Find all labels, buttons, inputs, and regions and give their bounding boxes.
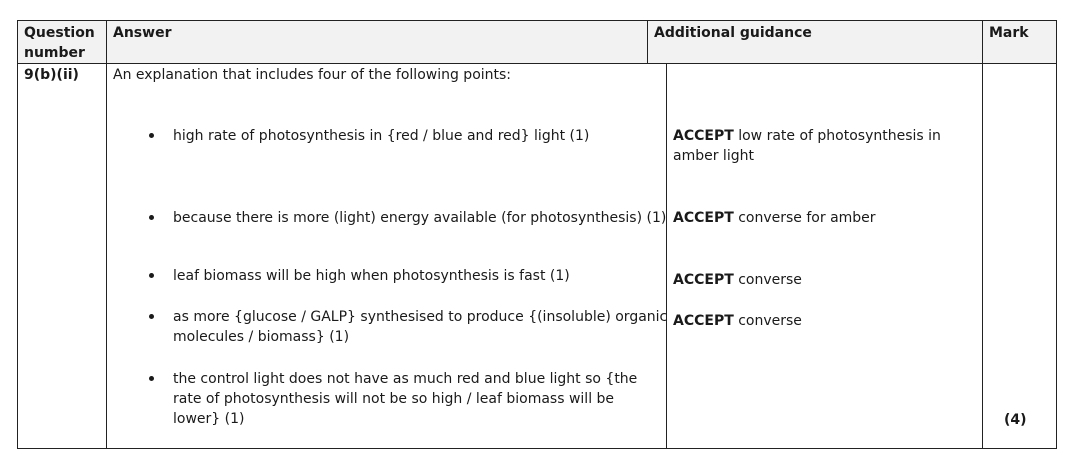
table-border-left — [17, 20, 18, 449]
table-border-right — [1056, 20, 1057, 449]
bullet-icon — [149, 376, 154, 381]
column-divider-mark — [982, 20, 983, 449]
answer-point-5-line3: lower} (1) — [173, 411, 245, 427]
accept-keyword: ACCEPT — [673, 210, 734, 226]
bullet-icon — [149, 314, 154, 319]
question-number: 9(b)(ii) — [24, 67, 79, 83]
guidance-text: converse for amber — [733, 210, 876, 226]
table-border-top — [17, 20, 1057, 21]
column-divider-guidance-body — [666, 63, 667, 449]
header-additional-guidance: Additional guidance — [654, 25, 812, 41]
header-question-number-line2: number — [24, 45, 85, 61]
bullet-icon — [149, 273, 154, 278]
guidance-3 — [673, 270, 802, 290]
answer-point-1: high rate of photosynthesis in {red / blue and red} light (1) — [173, 128, 590, 144]
guidance-text: converse — [733, 313, 802, 329]
guidance-4 — [673, 311, 802, 331]
column-divider-answer — [106, 20, 107, 449]
answer-point-3: leaf biomass will be high when photosynthesis is fast (1) — [173, 268, 570, 284]
answer-point-5-line1: the control light does not have as much red and blue light so {the — [173, 371, 638, 387]
header-divider — [17, 63, 1057, 64]
answer-point-2: because there is more (light) energy available (for photosynthesis) (1) — [173, 210, 667, 226]
column-divider-guidance-header — [647, 20, 648, 64]
bullet-icon — [149, 133, 154, 138]
header-question-number-line1: Question — [24, 25, 95, 41]
bullet-icon — [149, 215, 154, 220]
accept-keyword: ACCEPT — [673, 272, 734, 288]
table-border-bottom — [17, 448, 1057, 449]
guidance-1-line2: amber light — [673, 148, 754, 164]
answer-point-5-line2: rate of photosynthesis will not be so high / leaf biomass will be — [173, 391, 615, 407]
guidance-text: low rate of photosynthesis in — [733, 128, 941, 144]
answer-point-4-line2: molecules / biomass} (1) — [173, 329, 350, 345]
header-mark: Mark — [989, 25, 1029, 41]
guidance-1-line1 — [673, 126, 941, 146]
guidance-text: converse — [733, 272, 802, 288]
answer-point-4-line1: as more {glucose / GALP} synthesised to produce {(insoluble) organic — [173, 309, 668, 325]
accept-keyword: ACCEPT — [673, 313, 734, 329]
header-shading — [18, 21, 1056, 63]
accept-keyword: ACCEPT — [673, 128, 734, 144]
guidance-2 — [673, 208, 876, 228]
mark-value: (4) — [1004, 412, 1027, 428]
header-answer: Answer — [113, 25, 172, 41]
answer-intro: An explanation that includes four of the following points: — [113, 67, 512, 83]
